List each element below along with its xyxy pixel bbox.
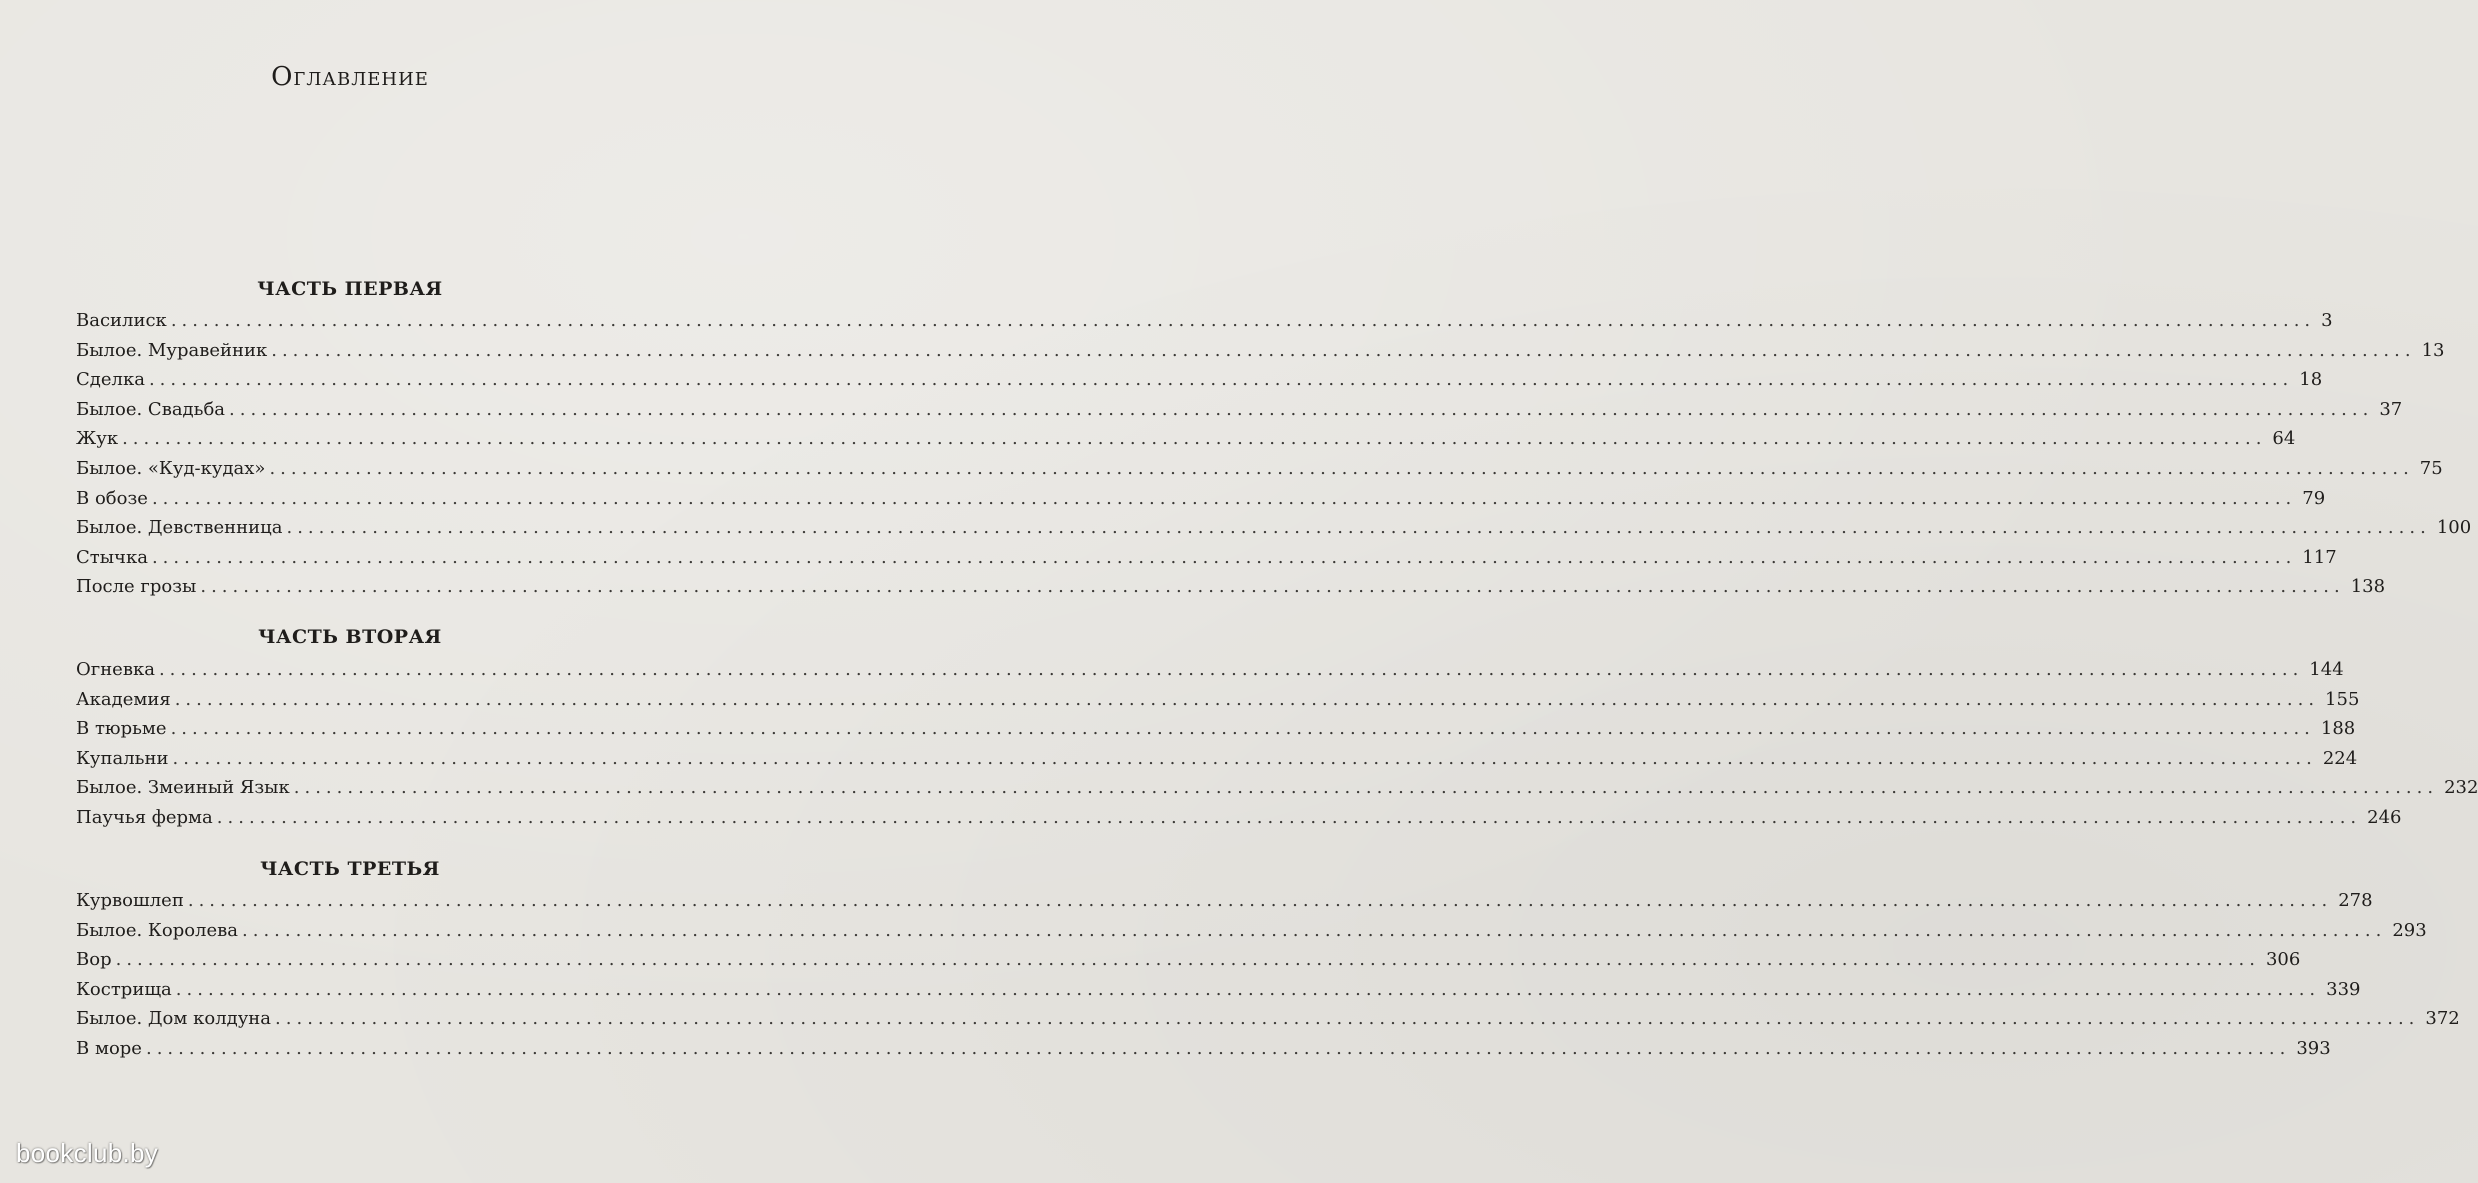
- toc-entry-title: Былое. Змеиный Язык: [76, 777, 290, 799]
- toc-entry: [76, 306, 2333, 336]
- toc-leader-dots: ........................................................................................................................................................................................................: [293, 777, 2439, 799]
- toc-entry-title: Академия: [76, 688, 171, 710]
- toc-leader-dots: ........................................................................................................................................................................................................: [174, 688, 2320, 710]
- toc-entry-title: Вор: [76, 949, 112, 971]
- toc-entry-title: В обозе: [76, 487, 148, 509]
- toc-list-part-3: [76, 886, 2460, 1064]
- toc-entry-page: 155: [2325, 688, 2360, 710]
- toc-leader-dots: ........................................................................................................................................................................................................: [170, 718, 2315, 740]
- toc-entry-title: Стычка: [76, 546, 148, 568]
- toc-entry: [76, 395, 2403, 425]
- toc-entry: [76, 543, 2337, 573]
- toc-entry-title: В тюрьме: [76, 718, 167, 740]
- toc-entry: [76, 513, 2472, 543]
- toc-entry: [76, 572, 2386, 602]
- toc-entry-title: Былое. Девственница: [76, 517, 283, 539]
- toc-entry: [76, 424, 2296, 454]
- toc-leader-dots: ........................................................................................................................................................................................................: [175, 978, 2321, 1000]
- toc-entry: [76, 365, 2323, 395]
- toc-leader-dots: ........................................................................................................................................................................................................: [115, 949, 2260, 971]
- toc-entry-page: 144: [2309, 659, 2344, 680]
- toc-entry-title: Былое. Дом колдуна: [76, 1008, 272, 1030]
- toc-entry-page: 3: [2321, 310, 2333, 331]
- toc-leader-dots: ........................................................................................................................................................................................................: [200, 576, 2345, 598]
- toc-entry: [76, 975, 2361, 1005]
- toc-entry-page: 79: [2302, 487, 2326, 509]
- toc-leader-dots: ........................................................................................................................................................................................................: [158, 659, 2304, 680]
- toc-entry-title: Паучья ферма: [76, 806, 213, 828]
- toc-entry: [76, 1034, 2331, 1064]
- part-title-2: ЧАСТЬ ВТОРАЯ: [258, 626, 442, 648]
- toc-entry: [76, 685, 2360, 715]
- toc-entry-title: Былое. Муравейник: [76, 339, 268, 361]
- toc-entry-page: 75: [2419, 457, 2443, 479]
- toc-entry-page: 278: [2338, 890, 2373, 911]
- toc-entry-title: Былое. Свадьба: [76, 398, 226, 420]
- toc-entry: [76, 886, 2373, 916]
- toc-leader-dots: ........................................................................................................................................................................................................: [172, 747, 2317, 769]
- toc-entry-title: Былое. «Куд-кудах»: [76, 457, 266, 479]
- toc-entry-title: Сделка: [76, 369, 145, 391]
- toc-entry-page: 224: [2322, 747, 2358, 769]
- toc-entry-page: 13: [2421, 339, 2445, 361]
- toc-entry-page: 339: [2326, 978, 2361, 1000]
- toc-entry-title: Былое. Королева: [76, 919, 238, 941]
- toc-entry-title: Жук: [76, 428, 119, 450]
- toc-entry: [76, 945, 2301, 975]
- toc-entry: [76, 916, 2427, 946]
- toc-entry: [76, 336, 2445, 366]
- toc-entry-title: После грозы: [76, 576, 197, 598]
- toc-leader-dots: ........................................................................................................................................................................................................: [216, 806, 2362, 828]
- toc-leader-dots: ........................................................................................................................................................................................................: [145, 1037, 2291, 1059]
- toc-leader-dots: ........................................................................................................................................................................................................: [170, 310, 2316, 331]
- toc-entry-page: 37: [2379, 398, 2403, 420]
- toc-entry: [76, 773, 2478, 803]
- toc-entry-page: 188: [2320, 718, 2356, 740]
- toc-entry: [76, 714, 2356, 744]
- toc-entry: [76, 454, 2443, 484]
- part-title-3: ЧАСТЬ ТРЕТЬЯ: [260, 858, 440, 880]
- toc-entry-page: 372: [2425, 1008, 2460, 1030]
- toc-entry-page: 393: [2296, 1037, 2331, 1059]
- toc-entry-title: В море: [76, 1037, 142, 1059]
- toc-entry-title: Курвошлеп: [76, 890, 184, 911]
- toc-leader-dots: ........................................................................................................................................................................................................: [122, 428, 2267, 450]
- toc-entry-title: Огневка: [76, 659, 155, 680]
- toc-leader-dots: ........................................................................................................................................................................................................: [275, 1008, 2420, 1030]
- toc-entry-page: 18: [2299, 369, 2323, 391]
- toc-entry: [76, 744, 2358, 774]
- toc-entry: [76, 484, 2326, 514]
- toc-entry-page: 306: [2265, 949, 2301, 971]
- toc-leader-dots: ........................................................................................................................................................................................................: [286, 517, 2431, 539]
- watermark: bookclub.by: [16, 1138, 159, 1168]
- toc-entry-page: 117: [2302, 546, 2337, 568]
- toc-entry-title: Купальни: [76, 747, 169, 769]
- toc-leader-dots: ........................................................................................................................................................................................................: [187, 890, 2333, 911]
- page-title: Оглавление: [271, 62, 429, 92]
- toc-entry: [76, 1004, 2460, 1034]
- toc-entry-page: 138: [2350, 576, 2386, 598]
- toc-leader-dots: ........................................................................................................................................................................................................: [242, 919, 2387, 941]
- toc-entry-page: 64: [2272, 428, 2296, 450]
- toc-leader-dots: ........................................................................................................................................................................................................: [151, 487, 2297, 509]
- toc-list-part-2: [76, 655, 2478, 833]
- toc-leader-dots: ........................................................................................................................................................................................................: [271, 339, 2416, 361]
- part-title-1: ЧАСТЬ ПЕРВАЯ: [257, 278, 443, 300]
- toc-entry-page: 100: [2436, 517, 2472, 539]
- toc-entry-page: 232: [2444, 777, 2478, 799]
- toc-entry-title: Кострища: [76, 978, 172, 1000]
- toc-entry-title: Василиск: [76, 310, 167, 331]
- toc-entry-page: 246: [2367, 806, 2402, 828]
- toc-leader-dots: ........................................................................................................................................................................................................: [151, 546, 2297, 568]
- toc-entry: [76, 803, 2402, 833]
- toc-leader-dots: ........................................................................................................................................................................................................: [148, 369, 2294, 391]
- toc-entry: [76, 655, 2344, 685]
- toc-leader-dots: ........................................................................................................................................................................................................: [269, 457, 2414, 479]
- toc-leader-dots: ........................................................................................................................................................................................................: [229, 398, 2374, 420]
- toc-list-part-1: [76, 306, 2472, 602]
- toc-entry-page: 293: [2392, 919, 2427, 941]
